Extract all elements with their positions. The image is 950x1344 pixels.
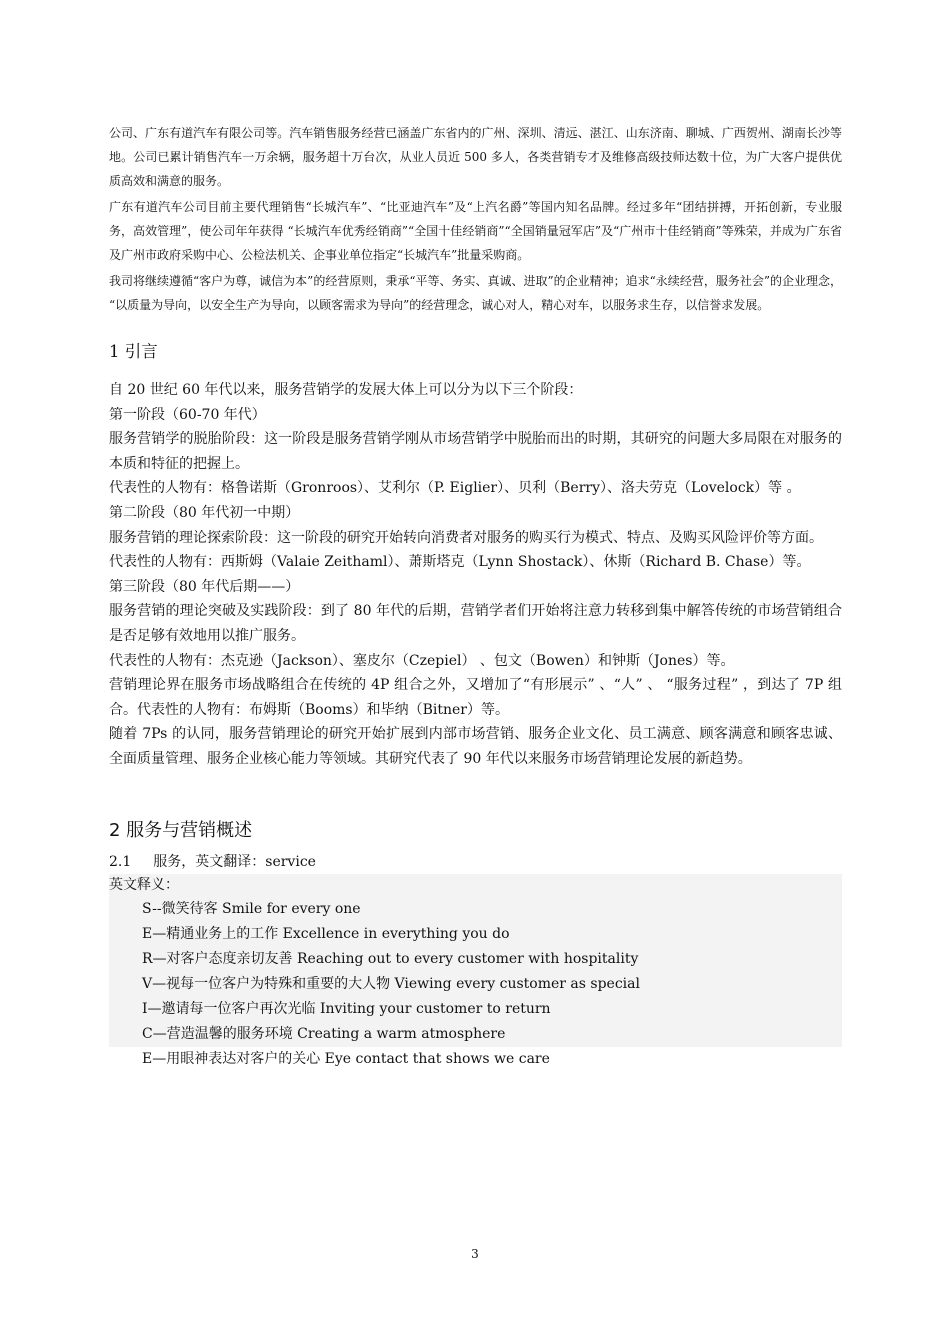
body-paragraph: 代表性的人物有：格鲁诺斯（Gronroos）、艾利尔（P. Eiglier）、贝利（Berry）、洛夫劳克（Lovelock）等 。 [109, 480, 801, 497]
list-item: S--微笑待客 Smile for every one [142, 900, 361, 917]
subsection-title: 服务，英文翻译：service [153, 853, 316, 870]
service-definition-block [109, 874, 842, 1072]
list-item: V—视每一位客户为特殊和重要的大人物 Viewing every customer as special [142, 975, 640, 992]
list-item: E—用眼神表达对客户的关心 Eye contact that shows we care [109, 1047, 842, 1072]
body-paragraph: 服务营销的理论探索阶段：这一阶段的研究开始转向消费者对服务的购买行为模式、特点、及购买风险评价等方面。 [109, 529, 823, 546]
intro-paragraph: 我司将继续遵循“客户为尊，诚信为本”的经营原则，秉承“平等、务实、真诚、进取”的企业精神；追求“永续经营，服务社会”的企业理念， “以质量为导向，以安全生产为导向，以顾客需求为导向”的经营理念，诚心对人，精心对车，以服务求生存，以信誉求发展。 [109, 274, 842, 312]
english-definition-label: 英文释义： [109, 876, 179, 893]
intro-paragraph: 公司、广东有道汽车有限公司等。汽车销售服务经营已涵盖广东省内的广州、深圳、清远、湛江、山东济南、聊城、广西贺州、湖南长沙等地。公司已累计销售汽车一万余辆，服务超十万台次，从业人员近 500 多人，各类营销专才及维修高级技师达数十位，为广大客户提供优质高效和满意的服务。 [109, 126, 842, 188]
list-item: E—精通业务上的工作 Excellence in everything you do [142, 925, 510, 942]
body-paragraph: 第一阶段（60-70 年代） [109, 406, 266, 423]
intro-paragraph: 广东有道汽车公司目前主要代理销售“长城汽车”、“比亚迪汽车”及“上汽名爵”等国内知名品牌。经过多年“团结拼搏，开拓创新，专业服务，高效管理”，使公司年年获得 “长城汽车优秀经销商”“全国十佳经销商”“全国销量冠军店”及“广州市十佳经销商”等殊荣，并成为广东省及广州市政府采购中心、公检法机关、企事业单位指定“长城汽车”批量采购商。 [109, 200, 842, 262]
body-paragraph: 自 20 世纪 60 年代以来，服务营销学的发展大体上可以分为以下三个阶段： [109, 382, 583, 398]
body-paragraph: 服务营销的理论突破及实践阶段：到了 80 年代的后期，营销学者们开始将注意力转移到集中解答传统的市场营销组合是否足够有效地用以推广服务。 [109, 603, 842, 644]
subsection-heading [109, 850, 842, 874]
body-paragraph: 第三阶段（80 年代后期——） [109, 578, 300, 595]
subsection-number: 2.1 [109, 853, 132, 870]
body-paragraph: 代表性的人物有：杰克逊（Jackson）、塞皮尔（Czepiel） 、包文（Bowen）和钟斯（Jones）等。 [109, 652, 735, 669]
section-heading: 1 引言 [109, 342, 158, 361]
section-heading: 2 服务与营销概述 [109, 819, 253, 841]
company-intro [109, 121, 842, 317]
list-item: I—邀请每一位客户再次光临 Inviting your customer to return [142, 1000, 551, 1017]
body-paragraph: 营销理论界在服务市场战略组合在传统的 4P 组合之外，又增加了“有形展示” 、“人” 、 “服务过程” ，到达了 7P 组合。代表性的人物有：布姆斯（Booms）和毕纳（Bitner）等。 [109, 677, 842, 718]
list-item: C—营造温馨的服务环境 Creating a warm atmosphere [142, 1025, 506, 1042]
list-item: R—对客户态度亲切友善 Reaching out to every customer with hospitality [142, 950, 639, 967]
service-acronym-list [109, 897, 842, 1072]
body-paragraph: 代表性的人物有：西斯姆（Valaie Zeithaml）、萧斯塔克（Lynn Shostack）、休斯（Richard B. Chase）等。 [109, 554, 811, 571]
body-paragraph: 随着 7Ps 的认同，服务营销理论的研究开始扩展到内部市场营销、服务企业文化、员工满意、顾客满意和顾客忠诚、全面质量管理、服务企业核心能力等领域。其研究代表了 90 年代以来服务市场营销理论发展的新趋势。 [109, 726, 842, 767]
page-number: 3 [471, 1247, 479, 1261]
body-paragraph: 服务营销学的脱胎阶段：这一阶段是服务营销学刚从市场营销学中脱胎而出的时期，其研究的问题大多局限在对服务的本质和特征的把握上。 [109, 431, 842, 472]
body-paragraph: 第二阶段（80 年代初一中期） [109, 504, 300, 521]
document-page [109, 121, 842, 1072]
section-body [109, 378, 842, 772]
